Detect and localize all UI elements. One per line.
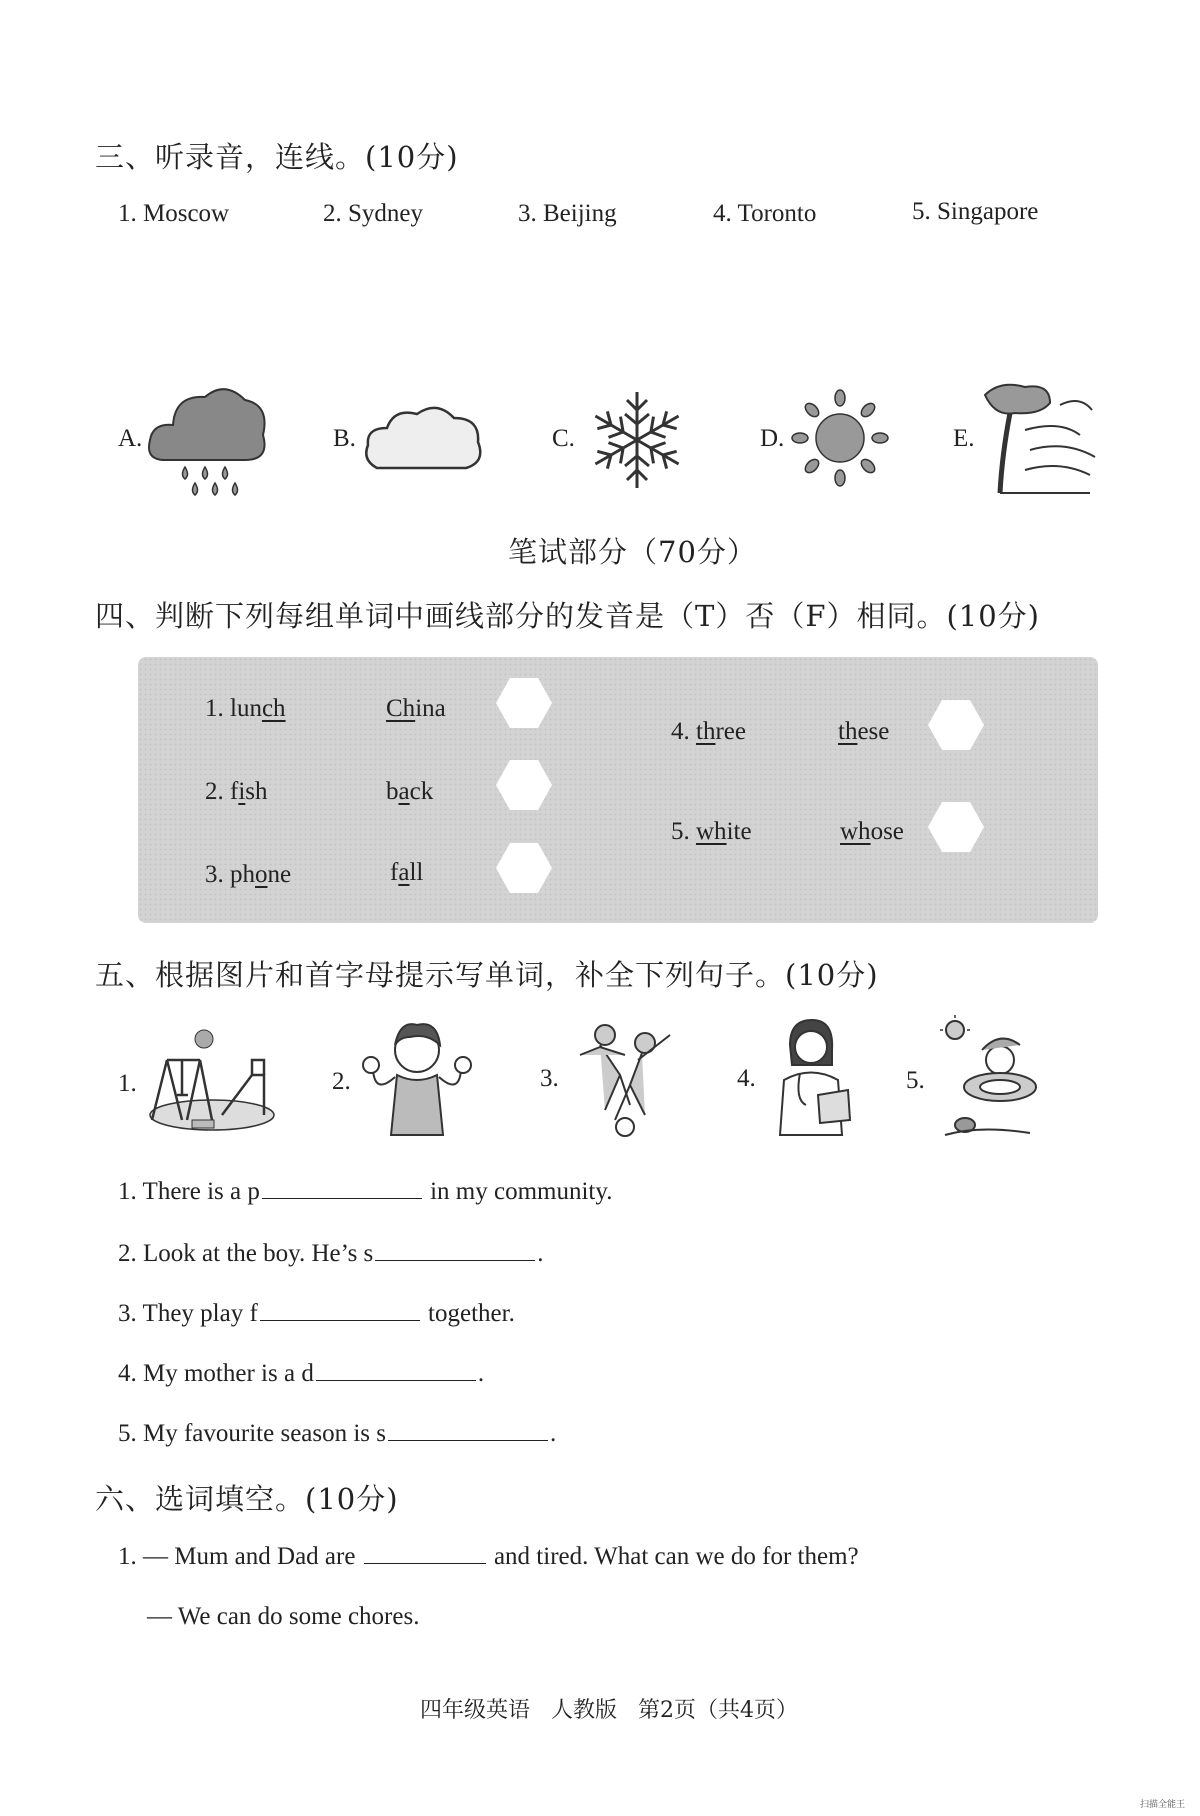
city-3: 3. Beijing xyxy=(518,200,617,227)
summer-swimming-icon xyxy=(930,1015,1055,1140)
sentence-5: 5. My favourite season is s . xyxy=(118,1420,557,1447)
pic-label-a: A. xyxy=(118,425,143,452)
sentence-1: 1. There is a p in my community. xyxy=(118,1178,613,1205)
page-footer: 四年级英语 人教版 第2页（共4页） xyxy=(420,1698,798,1723)
pair-5-word2: whose xyxy=(840,818,904,845)
pic-label-3: 3. xyxy=(540,1065,559,1092)
pair-5-word1: 5. white xyxy=(671,818,752,845)
section4-title: 四、判断下列每组单词中画线部分的发音是（T）否（F）相同。(10分) xyxy=(95,599,1040,633)
blank-5[interactable] xyxy=(388,1439,548,1441)
blank-2[interactable] xyxy=(375,1259,535,1261)
strong-boy-icon xyxy=(355,1015,480,1140)
pair-1-word1: 1. lunch xyxy=(205,695,286,722)
blank-4[interactable] xyxy=(316,1379,476,1381)
pic-label-b: B. xyxy=(333,425,356,452)
rain-cloud-icon xyxy=(145,375,270,505)
pair-4-word2: these xyxy=(838,718,890,745)
pic-label-d: D. xyxy=(760,425,785,452)
city-5: 5. Singapore xyxy=(912,198,1039,225)
pair-1-word2: China xyxy=(386,695,446,722)
cloud-icon xyxy=(362,400,487,475)
wind-icon xyxy=(980,375,1110,500)
pic-label-c: C. xyxy=(552,425,575,452)
pic-label-1: 1. xyxy=(118,1070,137,1097)
football-players-icon xyxy=(570,1015,685,1140)
blank-q1[interactable] xyxy=(364,1562,486,1564)
doctor-icon xyxy=(760,1015,860,1140)
playground-icon xyxy=(142,1025,277,1135)
sun-icon xyxy=(790,388,890,488)
sentence-4: 4. My mother is a d . xyxy=(118,1360,485,1387)
pair-3-word2: fall xyxy=(390,859,424,886)
pair-3-word1: 3. phone xyxy=(205,861,292,888)
section5-title: 五、根据图片和首字母提示写单词，补全下列句子。(10分) xyxy=(95,958,879,992)
city-2: 2. Sydney xyxy=(323,200,423,227)
question-1: 1. — Mum and Dad are and tired. What can we do for them? xyxy=(118,1543,859,1570)
pair-2-word2: back xyxy=(386,778,434,805)
sentence-3: 3. They play f together. xyxy=(118,1300,515,1327)
blank-3[interactable] xyxy=(260,1319,420,1321)
city-4: 4. Toronto xyxy=(713,200,817,227)
watermark: 扫描全能王 xyxy=(1140,1800,1186,1810)
section3-title: 三、听录音，连线。(10分) xyxy=(95,140,459,174)
sentence-2: 2. Look at the boy. He’s s . xyxy=(118,1240,544,1267)
pair-2-word1: 2. fish xyxy=(205,778,268,805)
written-part-heading: 笔试部分（70分） xyxy=(508,535,757,569)
question-1-answer: — We can do some chores. xyxy=(147,1603,420,1630)
section6-title: 六、选词填空。(10分) xyxy=(95,1482,399,1516)
pic-label-e: E. xyxy=(953,425,975,452)
snowflake-icon xyxy=(580,385,695,495)
pic-label-5: 5. xyxy=(906,1067,925,1094)
pair-4-word1: 4. three xyxy=(671,718,746,745)
blank-1[interactable] xyxy=(262,1197,422,1199)
pic-label-4: 4. xyxy=(737,1065,756,1092)
city-1: 1. Moscow xyxy=(118,200,230,227)
pic-label-2: 2. xyxy=(332,1068,351,1095)
